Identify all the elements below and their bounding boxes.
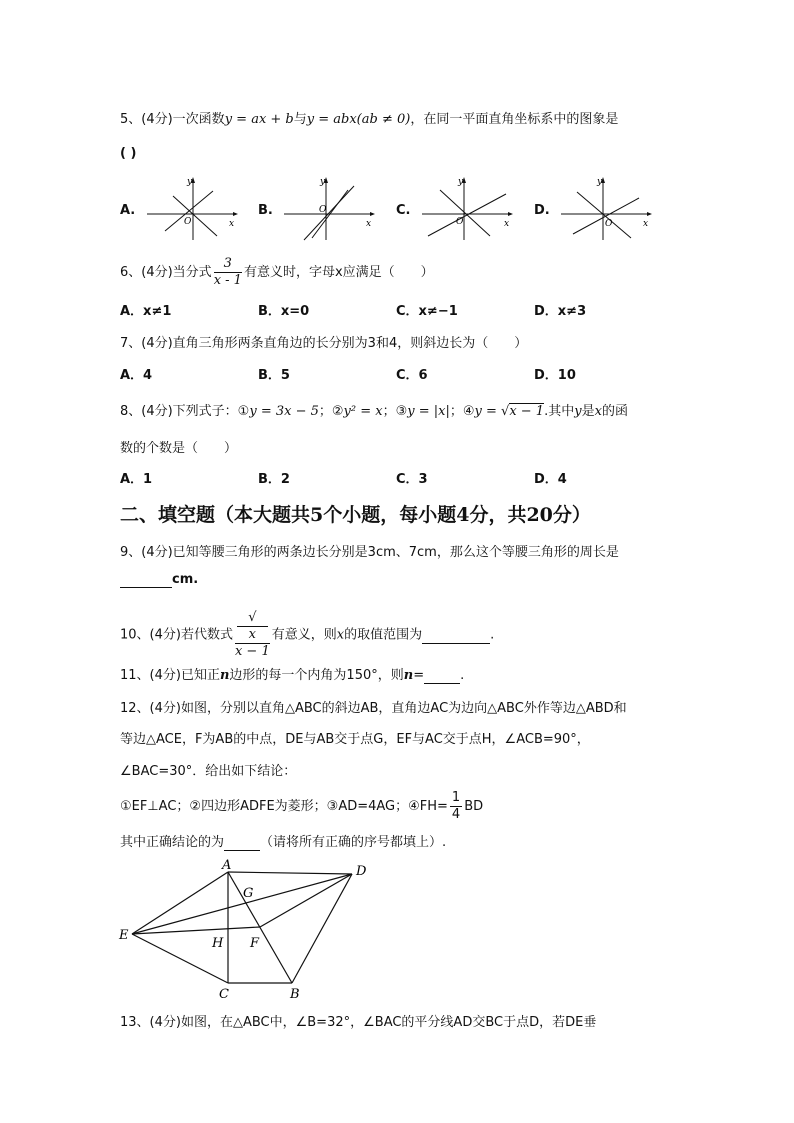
q6-option-b: B．x=0	[258, 304, 310, 319]
q6-fraction: $\frac{3}{x - 1}$	[213, 256, 242, 288]
q6-option-d: D．x≠3	[534, 304, 587, 319]
q7-option-c: C．6	[396, 368, 428, 383]
segment-ef	[132, 927, 260, 934]
q5-option-d: D.	[534, 203, 550, 218]
q7-option-d: D．10	[534, 368, 576, 383]
q7-stem: 7、(4分)直角三角形两条直角边的长分别为3和4，则斜边长为（ ）	[120, 336, 528, 351]
svg-text:x: x	[229, 219, 235, 229]
q5-graph-a	[145, 174, 240, 242]
q10-fraction: √ x x − 1	[234, 610, 270, 659]
q12-stem-line5: 其中正确结论的为 （请将所有正确的序号都填上）.	[120, 835, 447, 850]
svg-text:x: x	[366, 219, 372, 229]
q12-fraction: $\frac{1}{4}$	[451, 790, 461, 822]
sqrt-symbol: √	[501, 404, 510, 419]
q8-stem: 8、(4分)下列式子：①y = 3x − 5；②y² = x；③y = |x|；④y = √x − 1.其中y是x的函	[120, 404, 628, 419]
segment-ea	[132, 872, 228, 934]
q8-option-b: B．2	[258, 472, 290, 487]
q5-option-a: A.	[120, 203, 136, 218]
q6-stem: 6、(4分)当分式 $\frac{3}{x - 1}$ 有意义时，字母x应满足（ ）	[120, 256, 434, 288]
q12-answer-blank[interactable]	[224, 835, 260, 851]
q6-option-a: A．x≠1	[120, 304, 172, 319]
point-g-label: G	[243, 886, 254, 901]
q6-option-c: C．x≠−1	[396, 304, 458, 319]
q8-option-d: D．4	[534, 472, 567, 487]
q5-graph-b	[282, 174, 377, 242]
q13-stem: 13、(4分)如图，在△ABC中，∠B=32°，∠BAC的平分线AD交BC于点D，若DE垂	[120, 1015, 597, 1030]
svg-text:O: O	[456, 217, 464, 227]
q8-option-c: C．3	[396, 472, 428, 487]
segment-ed	[132, 874, 352, 934]
q9-stem: 9、(4分)已知等腰三角形的两条边长分别是3cm、7cm，那么这个等腰三角形的周长是	[120, 545, 619, 560]
q12-stem-line3: ∠BAC=30°．给出如下结论：	[120, 764, 297, 779]
svg-text:y: y	[458, 177, 464, 187]
segment-db	[292, 874, 352, 983]
point-b-label: B	[290, 987, 300, 1002]
q12-conclusions: ①EF⊥AC；②四边形ADFE为菱形；③AD=4AG；④FH= $\frac{1}{4}$ BD	[120, 790, 484, 822]
point-f-label: F	[250, 936, 260, 951]
q7-option-a: A．4	[120, 368, 153, 383]
q5-graph-c	[420, 174, 515, 242]
q11-stem: 11、(4分)已知正n边形的每一个内角为150°，则n= .	[120, 668, 465, 683]
svg-text:y: y	[597, 177, 603, 187]
q12-stem-line2: 等边△ACE，F为AB的中点，DE与AB交于点G，EF与AC交于点H，∠ACB=90°，	[120, 732, 590, 747]
q8-stem-line2: 数的个数是（ ）	[120, 441, 238, 456]
q7-option-b: B．5	[258, 368, 290, 383]
svg-text:O: O	[605, 219, 613, 229]
point-c-label: C	[219, 987, 229, 1002]
point-a-label: A	[222, 858, 232, 873]
q5-graph-d	[559, 174, 654, 242]
graph-line	[577, 192, 631, 238]
graph-line	[440, 190, 490, 236]
svg-text:x: x	[643, 219, 649, 229]
q12-stem-line1: 12、(4分)如图，分别以直角△ABC的斜边AB，直角边AC为边向△ABC外作等边△ABD和	[120, 701, 627, 716]
segment-fd	[260, 874, 352, 927]
q10-answer-blank[interactable]	[422, 628, 490, 644]
graph-line	[173, 196, 217, 236]
q5-option-b: B.	[258, 203, 273, 218]
svg-text:y: y	[187, 177, 193, 187]
q9-answer-blank[interactable]	[120, 572, 172, 588]
svg-text:x: x	[504, 219, 510, 229]
svg-text:y: y	[320, 177, 326, 187]
section-heading: 二、填空题（本大题共5个小题，每小题4分，共20分）	[120, 504, 591, 526]
segment-ad	[228, 872, 352, 874]
point-h-label: H	[212, 936, 224, 951]
q5-option-c: C.	[396, 203, 411, 218]
q9-stem-line2: cm.	[120, 572, 198, 588]
graph-line	[304, 186, 354, 240]
q8-option-a: A．1	[120, 472, 153, 487]
point-d-label: D	[356, 864, 367, 879]
q11-answer-blank[interactable]	[424, 668, 460, 684]
svg-text:O: O	[319, 205, 327, 215]
q10-stem: 10、(4分)若代数式 √ x x − 1 有意义，则x的取值范围为 .	[120, 610, 495, 659]
q5-answer-paren: ( )	[120, 146, 137, 161]
point-e-label: E	[119, 928, 129, 943]
svg-text:O: O	[184, 217, 192, 227]
q12-figure	[110, 855, 380, 1005]
q5-stem: 5、(4分)一次函数y = ax + b与y = abx(ab ≠ 0)，在同一平面直角坐标系中的图象是	[120, 112, 619, 127]
